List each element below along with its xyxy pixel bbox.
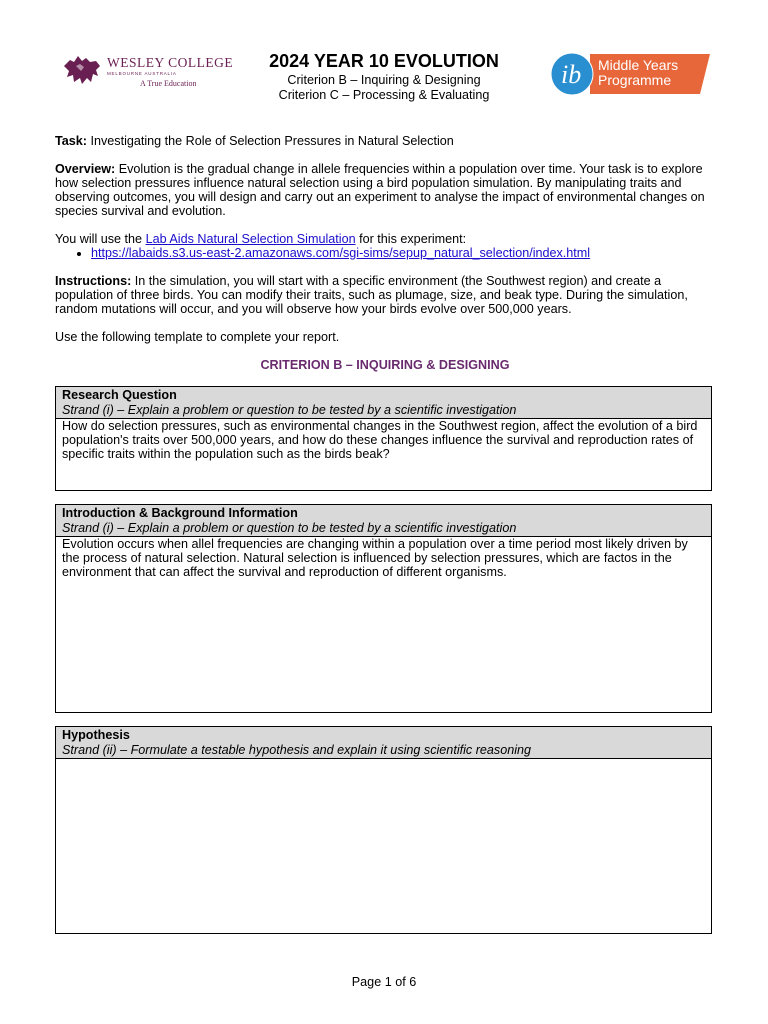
box-strand: Strand (i) – Explain a problem or question to be tested by a scientific investigation <box>62 520 517 535</box>
criterion-b-subtitle: Criterion B – Inquiring & Designing <box>287 73 481 87</box>
box-strand: Strand (i) – Explain a problem or question to be tested by a scientific investigation <box>62 402 517 417</box>
box-title: Introduction & Background Information <box>62 506 298 520</box>
list-item <box>91 246 715 260</box>
introduction-answer[interactable]: Evolution occurs when allel frequencies are changing within a population over a time period most likely driven by the process of natural selection. Natural selection is influenced by selection pressures, which are factos in the environment that can affect the survival and reproduction of different organisms. <box>62 537 688 579</box>
document-body <box>55 134 715 372</box>
simulation-suffix: for this experiment: <box>355 232 467 246</box>
criterion-b-heading: CRITERION B – INQUIRING & DESIGNING <box>260 358 510 372</box>
ib-line-2: Programme <box>598 72 672 88</box>
box-header <box>56 505 711 537</box>
research-question-answer[interactable]: How do selection pressures, such as environmental changes in the Southwest region, affect the evolution of a bird population's traits over 500,000 years, and how do these changes influence the survival and reproduction rates of specific traits within the population such as the birds beak? <box>62 419 698 461</box>
document-header <box>55 50 715 106</box>
research-question-box <box>55 386 712 491</box>
simulation-url-link[interactable]: https://labaids.s3.us-east-2.amazonaws.com/sgi-sims/sepup_natural_selection/index.html <box>91 246 591 260</box>
ib-programme-text <box>598 58 678 88</box>
ib-letters: ib <box>561 60 582 89</box>
task-label: Task: <box>55 134 87 148</box>
simulation-prefix: You will use the <box>55 232 146 246</box>
simulation-url-list <box>55 246 715 260</box>
school-name: WESLEY COLLEGE <box>107 55 234 70</box>
wesley-college-logo <box>60 50 234 92</box>
simulation-link[interactable]: Lab Aids Natural Selection Simulation <box>145 232 356 246</box>
school-tagline: A True Education <box>140 79 197 88</box>
simulation-paragraph <box>55 232 715 246</box>
page-number: Page 1 of 6 <box>351 975 417 989</box>
box-strand: Strand (ii) – Formulate a testable hypothesis and explain it using scientific reasoning <box>62 742 532 757</box>
lion-crest-icon <box>60 52 104 88</box>
ib-line-1: Middle Years <box>598 57 679 73</box>
overview-text: Evolution is the gradual change in allele frequencies within a population over time. Your task is to explore how selection pressures influence natural selection using a bird population simulation. By manipulating traits and observing outcomes, you will design and carry out an experiment to analyse the impact of environmental changes on species survival and evolution. <box>55 162 705 218</box>
box-title: Research Question <box>62 388 177 402</box>
document-title: 2024 YEAR 10 EVOLUTION <box>269 51 499 71</box>
box-header <box>56 727 711 759</box>
template-note: Use the following template to complete your report. <box>55 330 340 344</box>
box-header <box>56 387 711 419</box>
box-title: Hypothesis <box>62 728 130 742</box>
task-paragraph <box>55 134 715 148</box>
criterion-c-subtitle: Criterion C – Processing & Evaluating <box>278 88 490 102</box>
instructions-paragraph <box>55 274 715 316</box>
instructions-text: In the simulation, you will start with a specific environment (the Southwest region) and create a population of three birds. You can modify their traits, such as plumage, size, and beak type. During the simulation, random mutations will occur, and you will observe how your birds evolve over 500,000 years. <box>55 274 688 316</box>
ib-myp-logo <box>550 52 710 96</box>
overview-label: Overview: <box>55 162 116 176</box>
title-block <box>205 50 563 103</box>
instructions-label: Instructions: <box>55 274 132 288</box>
overview-paragraph <box>55 162 715 218</box>
task-text: Investigating the Role of Selection Pressures in Natural Selection <box>86 134 454 148</box>
hypothesis-box <box>55 726 712 934</box>
introduction-box <box>55 504 712 713</box>
school-location: MELBOURNE AUSTRALIA <box>107 71 177 76</box>
